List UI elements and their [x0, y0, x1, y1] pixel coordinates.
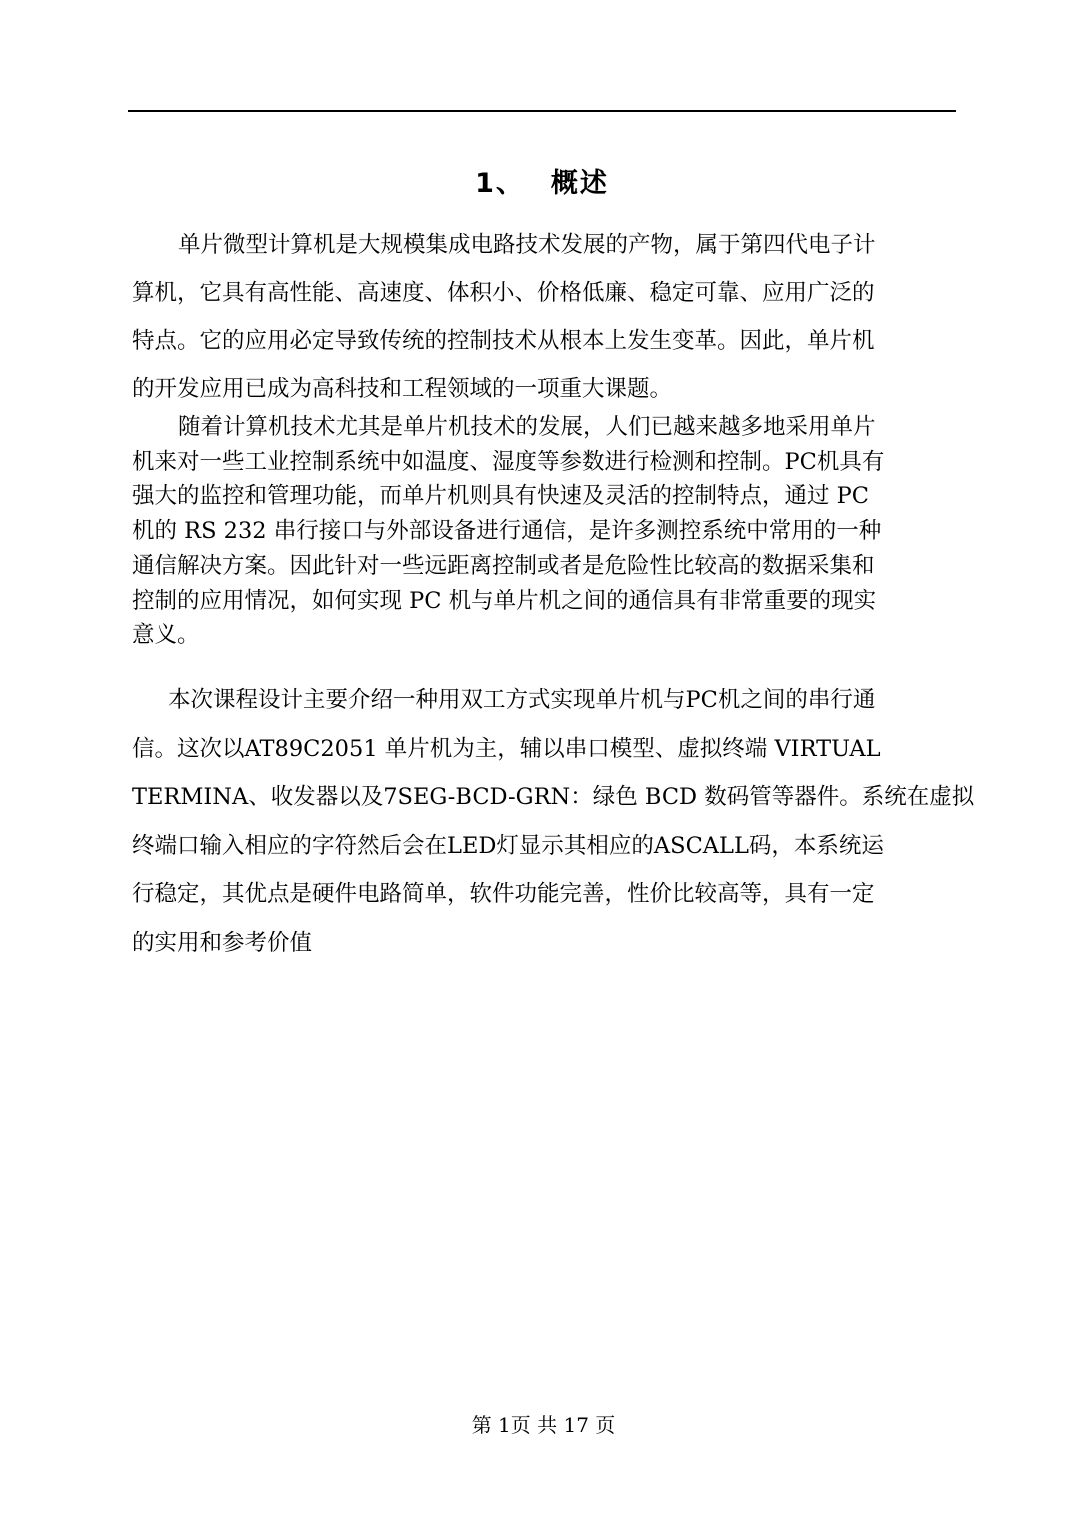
- paragraph-line: 随着计算机技术尤其是单片机技术的发展，人们已越来越多地采用单片: [178, 414, 876, 440]
- paragraph-line: 算机，它具有高性能、高速度、体积小、价格低廉、稳定可靠、应用广泛的: [132, 280, 875, 306]
- paragraph-line: 本次课程设计主要介绍一种用双工方式实现单片机与PC机之间的串行通: [168, 687, 876, 713]
- paragraph-background: [132, 410, 958, 653]
- section-heading: [128, 160, 956, 208]
- paragraph-line: 控制的应用情况，如何实现 PC 机与单片机之间的通信具有非常重要的现实: [132, 587, 877, 614]
- paragraph-line: 单片微型计算机是大规模集成电路技术发展的产物，属于第四代电子计: [178, 232, 876, 258]
- paragraph-line: 机的 RS 232 串行接口与外部设备进行通信，是许多测控系统中常用的一种: [132, 518, 882, 545]
- paragraph-line: 的实用和参考价值: [132, 929, 313, 956]
- paragraph-line: 机来对一些工业控制系统中如温度、湿度等参数进行检测和控制。PC机具有: [132, 448, 885, 475]
- paragraph-line: 终端口输入相应的字符然后会在LED灯显示其相应的ASCALL码，本系统运: [132, 832, 884, 859]
- section-number: 1、: [475, 168, 525, 199]
- paragraph-line: 信。这次以AT89C2051 单片机为主，辅以串口模型、虚拟终端 VIRTUAL: [132, 735, 881, 762]
- page-number-footer: 第 1页 共 17 页: [471, 1413, 616, 1437]
- paragraph-line: 的开发应用已成为高科技和工程领域的一项重大课题。: [132, 376, 673, 402]
- paragraph-line: 强大的监控和管理功能，而单片机则具有快速及灵活的控制特点，通过 PC: [132, 483, 870, 510]
- paragraph-line: 意义。: [132, 622, 200, 649]
- paragraph-line: 通信解决方案。因此针对一些远距离控制或者是危险性比较高的数据采集和: [132, 552, 875, 579]
- paragraph-intro: [132, 221, 958, 413]
- paragraph-design-summary: [132, 676, 975, 967]
- paragraph-line: 特点。它的应用必定导致传统的控制技术从根本上发生变革。因此，单片机: [132, 328, 875, 354]
- paragraph-line: 行稳定，其优点是硬件电路简单，软件功能完善，性价比较高等，具有一定: [132, 881, 875, 907]
- header-rule: [128, 110, 956, 112]
- section-title: 概述: [550, 168, 609, 199]
- paragraph-line: TERMINA、收发器以及7SEG-BCD-GRN：绿色 BCD 数码管等器件。系统在虚拟: [132, 784, 975, 810]
